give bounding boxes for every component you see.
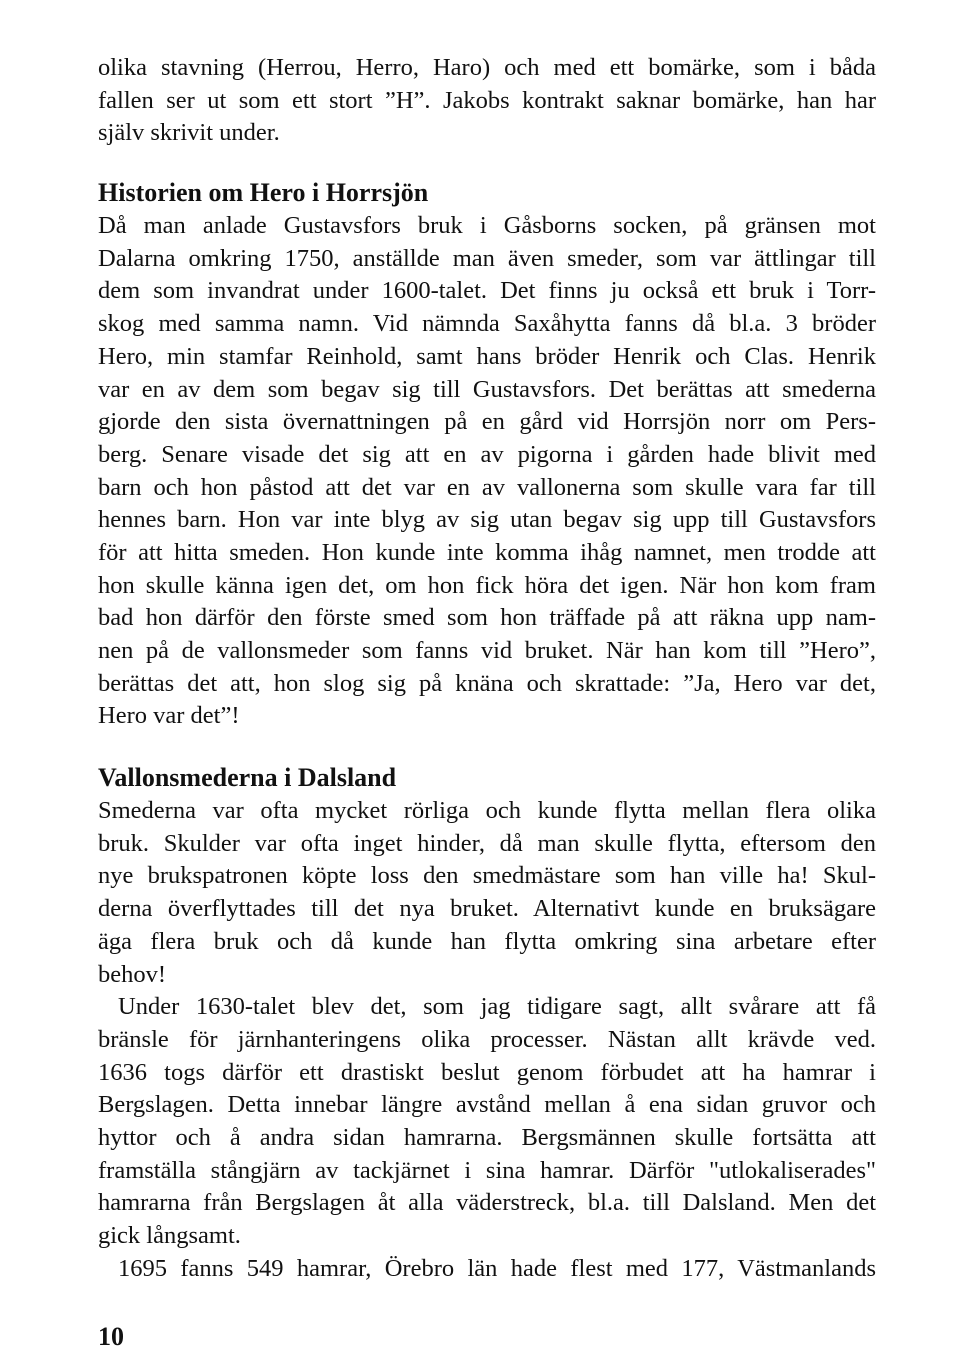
text-line: Hero var det”! — [98, 702, 240, 730]
text-line: hon skulle känna igen det, om hon fick höra det igen. När hon kom fram — [98, 571, 876, 599]
section-paragraph — [98, 795, 876, 991]
text-line: skog med samma namn. Vid nämnda Saxåhytta fanns då bl.a. 3 bröder — [98, 310, 876, 338]
text-line: gjorde den sista övernattningen på en gård vid Horrsjön norr om Pers- — [98, 408, 876, 436]
text-line: barn och hon påstod att det var en av vallonerna som skulle vara far till — [98, 473, 876, 501]
text-line: hennes barn. Hon var inte blyg av sig utan begav sig upp till Gustavsfors — [98, 506, 876, 534]
text-line: Då man anlade Gustavsfors bruk i Gåsborns socken, på gränsen mot — [98, 212, 876, 240]
text-line: dem som invandrat under 1600-talet. Det finns ju också ett bruk i Torr- — [98, 277, 876, 305]
section-heading: Historien om Hero i Horrsjön — [98, 178, 429, 208]
text-line: bränsle för järnhanteringens olika processer. Nästan allt krävde ved. — [98, 1025, 876, 1053]
text-line: själv skrivit under. — [98, 119, 280, 147]
text-line: olika stavning (Herrou, Herro, Haro) och med ett bomärke, som i båda — [98, 54, 876, 81]
text-line: Smederna var ofta mycket rörliga och kunde flytta mellan flera olika — [98, 797, 876, 825]
intro-paragraph — [98, 52, 876, 150]
text-line: hyttor och å andra sidan hamrarna. Bergsmännen skulle fortsätta att — [98, 1123, 876, 1151]
text-line: hamrarna från Bergslagen åt alla väderstreck, bl.a. till Dalsland. Men det — [98, 1189, 876, 1217]
page-number: 10 — [98, 1322, 124, 1351]
section-paragraph — [98, 210, 876, 733]
text-line: gick långsamt. — [98, 1222, 241, 1249]
text-line: Bergslagen. Detta innebar längre avstånd mellan å ena sidan gruvor och — [98, 1091, 876, 1119]
text-line: berg. Senare visade det sig att en av pigorna i gården hade blivit med — [98, 440, 876, 468]
text-line: framställa stångjärn av tackjärnet i sina hamrar. Därför "utlokaliserades" — [98, 1156, 876, 1184]
text-line: bruk. Skulder var ofta inget hinder, då man skulle flytta, eftersom den — [98, 829, 876, 857]
text-line: behov! — [98, 960, 167, 988]
text-line: Dalarna omkring 1750, anställde man även smeder, som var ättlingar till — [98, 244, 876, 272]
section-paragraph — [98, 1253, 876, 1286]
text-line: berättas det att, hon slog sig på knäna och skrattade: ”Ja, Hero var det, — [98, 669, 876, 697]
section-paragraph — [98, 991, 876, 1253]
text-line: fallen ser ut som ett stort ”H”. Jakobs kontrakt saknar bomärke, han har — [98, 86, 876, 114]
text-line: bad hon därför den förste smed som hon träffade på att räkna upp nam- — [98, 604, 876, 632]
section-heading: Vallonsmederna i Dalsland — [98, 763, 397, 793]
text-line: Hero, min stamfar Reinhold, samt hans bröder Henrik och Clas. Henrik — [98, 342, 876, 370]
text-line: nye brukspatronen köpte loss den smedmästare som han ville ha! Skul- — [98, 862, 876, 890]
text-line: var en av dem som begav sig till Gustavsfors. Det berättas att smederna — [98, 375, 876, 403]
text-line: Under 1630-talet blev det, som jag tidigare sagt, allt svårare att få — [118, 993, 876, 1021]
text-line: äga flera bruk och då kunde han flytta omkring sina arbetare efter — [98, 927, 876, 955]
page-body — [98, 52, 876, 1285]
text-line: 1636 togs därför ett drastiskt beslut genom förbudet att ha hamrar i — [98, 1058, 876, 1086]
text-line: nen på de vallonsmeder som fanns vid bruket. När han kom till ”Hero”, — [98, 637, 876, 664]
text-line: derna överflyttades till det nya bruket. Alternativt kunde en bruksägare — [98, 895, 876, 923]
text-line: för att hitta smeden. Hon kunde inte komma ihåg namnet, men trodde att — [98, 538, 876, 566]
text-line: 1695 fanns 549 hamrar, Örebro län hade flest med 177, Västmanlands — [118, 1254, 876, 1282]
